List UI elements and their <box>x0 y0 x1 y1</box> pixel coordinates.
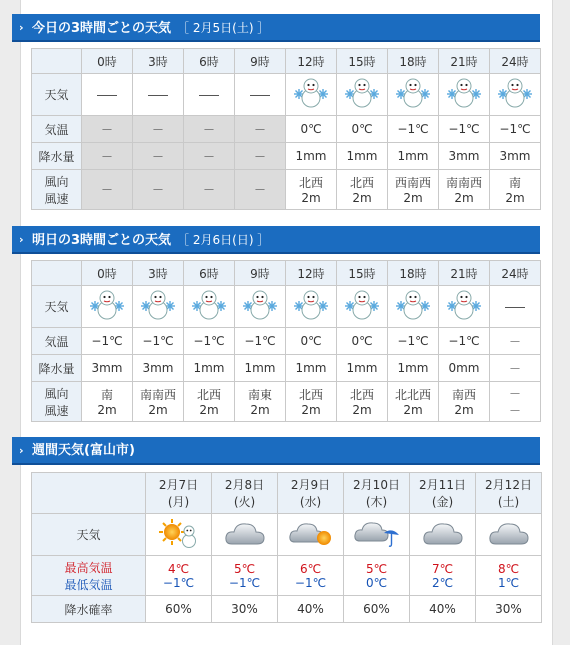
low-temp: 1℃ <box>497 575 520 590</box>
precip-cell: － <box>133 143 184 170</box>
wind-cell <box>133 170 184 210</box>
temp-cell: － <box>490 328 541 355</box>
day-date: 2月12日 <box>485 478 532 492</box>
precip-cell: 1mm <box>388 143 439 170</box>
low-temp: 2℃ <box>431 575 454 590</box>
wind-cell <box>82 170 133 210</box>
no-data-dash <box>505 307 525 308</box>
hour-header: 0時 <box>82 261 133 286</box>
temp-cell: −1℃ <box>439 328 490 355</box>
wind-cell <box>337 382 388 422</box>
wind-direction: 北西 <box>298 388 323 402</box>
today-date: ［ 2月5日(土) ］ <box>177 21 270 35</box>
snowman-snow-icon <box>139 288 177 325</box>
precip-cell: 1mm <box>286 143 337 170</box>
wind-direction: 北西 <box>349 176 374 190</box>
wind-speed: 2m <box>454 403 474 417</box>
wind-speed: 2m <box>148 403 168 417</box>
wind-speed: 2m <box>352 403 372 417</box>
hour-header: 12時 <box>286 49 337 74</box>
snowman-snow-icon <box>343 288 381 325</box>
temp-cell: −1℃ <box>388 116 439 143</box>
cloud-icon <box>422 518 464 551</box>
weekly-forecast-table <box>31 472 542 623</box>
no-data-dash <box>97 95 117 96</box>
wind-cell <box>184 170 235 210</box>
wind-speed: 2m <box>301 191 321 205</box>
hour-header: 9時 <box>235 261 286 286</box>
day-header <box>212 473 278 514</box>
wind-cell <box>235 382 286 422</box>
weather-cell <box>82 74 133 116</box>
day-of-week: (月) <box>167 495 190 509</box>
cloud-icon <box>488 518 530 551</box>
high-temp: 6℃ <box>299 561 322 576</box>
high-temp: 7℃ <box>431 561 454 576</box>
precip-cell: 3mm <box>133 355 184 382</box>
wind-direction: 北西 <box>196 388 221 402</box>
wind-direction: － <box>202 183 215 197</box>
wind-speed: 2m <box>97 403 117 417</box>
wind-cell <box>439 382 490 422</box>
wind-dir-label: 風向 <box>44 386 69 401</box>
tomorrow-date: ［ 2月6日(日) ］ <box>177 233 270 247</box>
wind-speed: 2m <box>454 191 474 205</box>
snowman-snow-icon <box>292 288 330 325</box>
wind-dir-label: 風向 <box>44 174 69 189</box>
weather-cell <box>490 286 541 328</box>
wind-direction: － <box>508 386 521 401</box>
precip-cell: 1mm <box>337 143 388 170</box>
hour-header: 3時 <box>133 49 184 74</box>
wind-direction: 西南西 <box>394 176 431 190</box>
wind-speed: 2m <box>199 403 219 417</box>
day-date: 2月7日 <box>158 478 199 492</box>
wind-direction: 南 <box>100 388 113 402</box>
day-header <box>146 473 212 514</box>
hour-header: 12時 <box>286 261 337 286</box>
cloud-icon <box>224 518 266 551</box>
wind-direction: 南西 <box>451 388 476 402</box>
snowman-snow-icon <box>445 288 483 325</box>
temp-cell: － <box>235 116 286 143</box>
no-data-dash <box>250 95 270 96</box>
weather-row-label: 天気 <box>32 286 82 328</box>
hour-header: 0時 <box>82 49 133 74</box>
weekly-title: 週間天気(富山市) <box>32 443 135 458</box>
hour-header: 24時 <box>490 49 541 74</box>
weather-row-label: 天気 <box>32 514 146 556</box>
wind-direction: － <box>253 183 266 197</box>
corner-cell <box>32 473 146 514</box>
weather-cell <box>184 286 235 328</box>
hour-header: 6時 <box>184 261 235 286</box>
weather-cell <box>235 74 286 116</box>
no-data-dash <box>199 95 219 96</box>
hour-header: 6時 <box>184 49 235 74</box>
weather-row-label: 天気 <box>32 74 82 116</box>
weekly-weather-cell <box>410 514 476 556</box>
temp-cell: −1℃ <box>490 116 541 143</box>
weekly-temp-cell <box>212 556 278 596</box>
day-date: 2月9日 <box>290 478 331 492</box>
tomorrow-section-header <box>12 226 540 254</box>
rain-chance-cell: 60% <box>344 596 410 623</box>
weekly-temp-cell <box>476 556 542 596</box>
temp-row-label <box>32 556 146 596</box>
wind-direction: 北北西 <box>394 388 431 402</box>
wind-cell <box>286 382 337 422</box>
wind-cell <box>337 170 388 210</box>
high-temp: 8℃ <box>497 561 520 576</box>
weather-cell <box>439 286 490 328</box>
hour-header: 18時 <box>388 261 439 286</box>
wind-direction: － <box>100 183 113 197</box>
day-header <box>410 473 476 514</box>
weekly-section-header <box>12 437 540 465</box>
temp-cell: － <box>133 116 184 143</box>
hour-header: 3時 <box>133 261 184 286</box>
cloud-sun-icon <box>289 518 333 551</box>
day-header <box>278 473 344 514</box>
today-section-header <box>12 14 540 42</box>
wind-direction: 南南西 <box>445 176 482 190</box>
chevron-right-icon: › <box>19 233 24 246</box>
snowman-snow-icon <box>343 76 381 113</box>
day-date: 2月10日 <box>353 478 400 492</box>
precip-cell: － <box>82 143 133 170</box>
hour-header: 15時 <box>337 49 388 74</box>
wind-cell <box>286 170 337 210</box>
temp-cell: −1℃ <box>235 328 286 355</box>
temp-cell: −1℃ <box>82 328 133 355</box>
weekly-weather-cell <box>344 514 410 556</box>
wind-cell <box>184 382 235 422</box>
wind-direction: 北西 <box>349 388 374 402</box>
wind-cell <box>388 382 439 422</box>
chevron-right-icon: › <box>19 444 24 457</box>
precip-cell: － <box>235 143 286 170</box>
rain-chance-cell: 40% <box>278 596 344 623</box>
precip-cell: 0mm <box>439 355 490 382</box>
weather-cell <box>388 286 439 328</box>
weather-cell <box>133 286 184 328</box>
wind-cell <box>439 170 490 210</box>
temp-cell: － <box>82 116 133 143</box>
high-temp: 5℃ <box>233 561 256 576</box>
corner-cell <box>32 49 82 74</box>
weather-cell <box>235 286 286 328</box>
rain-chance-cell: 30% <box>212 596 278 623</box>
wind-speed-label: 風速 <box>44 191 69 206</box>
precip-cell: 1mm <box>337 355 388 382</box>
precip-cell: 1mm <box>388 355 439 382</box>
temp-cell: −1℃ <box>184 328 235 355</box>
temp-cell: － <box>184 116 235 143</box>
rain-chance-cell: 40% <box>410 596 476 623</box>
tomorrow-title: 明日の3時間ごとの天気 <box>32 233 172 248</box>
wind-direction: － <box>151 183 164 197</box>
snowman-snow-icon <box>445 76 483 113</box>
today-forecast-table <box>31 48 541 210</box>
snowman-snow-icon <box>496 76 534 113</box>
weekly-weather-cell <box>146 514 212 556</box>
rain-chance-cell: 60% <box>146 596 212 623</box>
weekly-temp-cell <box>410 556 476 596</box>
wind-speed: 2m <box>352 191 372 205</box>
cloud-umbrella-icon <box>354 517 400 552</box>
precip-row-label: 降水量 <box>32 143 82 170</box>
temp-cell: −1℃ <box>439 116 490 143</box>
day-of-week: (水) <box>299 495 322 509</box>
snowman-snow-icon <box>292 76 330 113</box>
temp-cell: 0℃ <box>286 328 337 355</box>
snowman-snow-icon <box>88 288 126 325</box>
weather-cell <box>337 286 388 328</box>
precip-cell: － <box>184 143 235 170</box>
weather-cell <box>439 74 490 116</box>
precip-cell: 1mm <box>184 355 235 382</box>
day-of-week: (金) <box>431 495 454 509</box>
wind-speed: 2m <box>403 191 423 205</box>
wind-speed: 2m <box>505 191 525 205</box>
wind-cell <box>490 170 541 210</box>
weekly-temp-cell <box>344 556 410 596</box>
precip-cell: 1mm <box>286 355 337 382</box>
wind-cell <box>82 382 133 422</box>
weekly-weather-cell <box>212 514 278 556</box>
low-temp: 0℃ <box>365 575 388 590</box>
hour-header: 18時 <box>388 49 439 74</box>
wind-speed: － <box>508 403 521 418</box>
high-temp-label: 最高気温 <box>64 560 113 575</box>
weather-cell <box>337 74 388 116</box>
high-temp: 4℃ <box>167 561 190 576</box>
weather-cell <box>388 74 439 116</box>
wind-speed: 2m <box>250 403 270 417</box>
hour-header: 15時 <box>337 261 388 286</box>
weather-cell <box>82 286 133 328</box>
precip-cell: 1mm <box>235 355 286 382</box>
wind-row-label <box>32 382 82 422</box>
day-of-week: (火) <box>233 495 256 509</box>
corner-cell <box>32 261 82 286</box>
rain-chance-row-label: 降水確率 <box>32 596 146 623</box>
low-temp: −1℃ <box>228 575 261 590</box>
low-temp: −1℃ <box>162 575 195 590</box>
weekly-weather-cell <box>278 514 344 556</box>
temp-cell: −1℃ <box>388 328 439 355</box>
day-of-week: (土) <box>497 495 520 509</box>
wind-cell <box>133 382 184 422</box>
hour-header: 9時 <box>235 49 286 74</box>
temp-cell: 0℃ <box>337 116 388 143</box>
snowman-snow-icon <box>394 76 432 113</box>
precip-cell: － <box>490 355 541 382</box>
precip-row-label: 降水量 <box>32 355 82 382</box>
day-date: 2月11日 <box>419 478 466 492</box>
hour-header: 21時 <box>439 261 490 286</box>
precip-cell: 3mm <box>439 143 490 170</box>
high-temp: 5℃ <box>365 561 388 576</box>
wind-speed: 2m <box>403 403 423 417</box>
weather-cell <box>286 286 337 328</box>
day-of-week: (木) <box>365 495 388 509</box>
wind-row-label <box>32 170 82 210</box>
wind-direction: 南 <box>508 176 521 190</box>
low-temp: −1℃ <box>294 575 327 590</box>
day-date: 2月8日 <box>224 478 265 492</box>
temp-cell: 0℃ <box>337 328 388 355</box>
wind-direction: 北西 <box>298 176 323 190</box>
day-header <box>344 473 410 514</box>
weekly-temp-cell <box>146 556 212 596</box>
weather-cell <box>490 74 541 116</box>
chevron-right-icon: › <box>19 21 24 34</box>
wind-direction: 南南西 <box>139 388 176 402</box>
precip-cell: 3mm <box>82 355 133 382</box>
wind-cell <box>490 382 541 422</box>
temp-cell: −1℃ <box>133 328 184 355</box>
no-data-dash <box>148 95 168 96</box>
wind-cell <box>388 170 439 210</box>
weekly-temp-cell <box>278 556 344 596</box>
tomorrow-forecast-table <box>31 260 541 422</box>
rain-chance-cell: 30% <box>476 596 542 623</box>
weather-cell <box>184 74 235 116</box>
day-header <box>476 473 542 514</box>
temp-row-label: 気温 <box>32 116 82 143</box>
snowman-snow-icon <box>190 288 228 325</box>
wind-speed-label: 風速 <box>44 403 69 418</box>
hour-header: 21時 <box>439 49 490 74</box>
wind-speed: 2m <box>301 403 321 417</box>
precip-cell: 3mm <box>490 143 541 170</box>
weekly-weather-cell <box>476 514 542 556</box>
temp-cell: 0℃ <box>286 116 337 143</box>
low-temp-label: 最低気温 <box>64 577 113 592</box>
snowman-snow-icon <box>241 288 279 325</box>
weather-cell <box>133 74 184 116</box>
wind-cell <box>235 170 286 210</box>
today-title: 今日の3時間ごとの天気 <box>32 21 172 36</box>
wind-direction: 南東 <box>247 388 272 402</box>
hour-header: 24時 <box>490 261 541 286</box>
snowman-snow-icon <box>394 288 432 325</box>
temp-row-label: 気温 <box>32 328 82 355</box>
sun-snowman-icon <box>159 517 199 552</box>
weather-cell <box>286 74 337 116</box>
